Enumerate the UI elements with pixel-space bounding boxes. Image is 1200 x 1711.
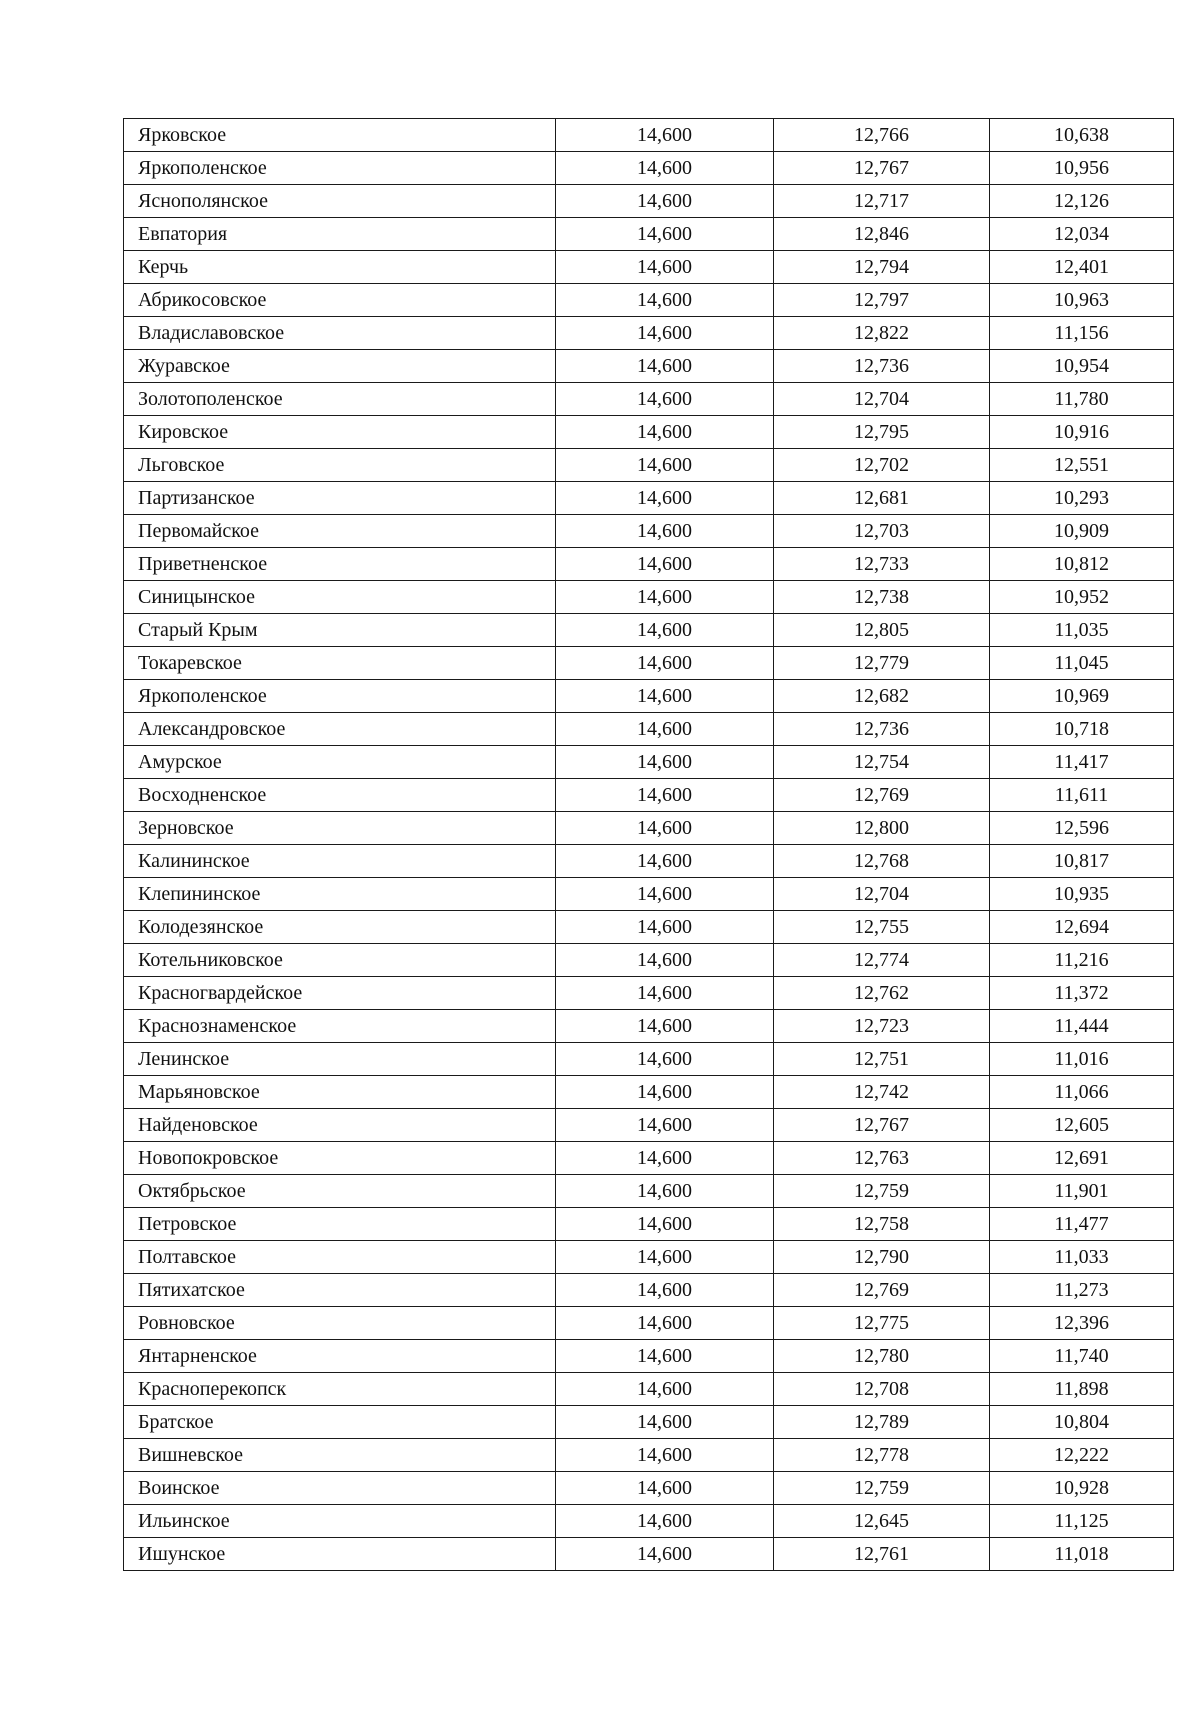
value-col-2-cell: 12,759 (774, 1175, 990, 1208)
table-row (124, 350, 1174, 383)
value-col-3-cell: 10,954 (990, 350, 1174, 383)
table-row (124, 515, 1174, 548)
settlement-name-cell: Найденовское (124, 1109, 556, 1142)
table-row (124, 482, 1174, 515)
value-col-2-cell: 12,780 (774, 1340, 990, 1373)
value-col-2-cell: 12,779 (774, 647, 990, 680)
value-col-2-cell: 12,742 (774, 1076, 990, 1109)
table-row (124, 614, 1174, 647)
settlement-name-cell: Октябрьское (124, 1175, 556, 1208)
table-row (124, 944, 1174, 977)
value-col-1-cell: 14,600 (556, 1109, 774, 1142)
value-col-2-cell: 12,800 (774, 812, 990, 845)
value-col-1-cell: 14,600 (556, 1043, 774, 1076)
value-col-2-cell: 12,682 (774, 680, 990, 713)
table-row (124, 911, 1174, 944)
value-col-1-cell: 14,600 (556, 1406, 774, 1439)
value-col-1-cell: 14,600 (556, 251, 774, 284)
settlement-name-cell: Ленинское (124, 1043, 556, 1076)
value-col-1-cell: 14,600 (556, 1142, 774, 1175)
settlement-name-cell: Воинское (124, 1472, 556, 1505)
value-col-1-cell: 14,600 (556, 185, 774, 218)
settlement-name-cell: Зерновское (124, 812, 556, 845)
settlement-name-cell: Синицынское (124, 581, 556, 614)
table-row (124, 812, 1174, 845)
table-row (124, 185, 1174, 218)
value-col-3-cell: 11,016 (990, 1043, 1174, 1076)
settlement-name-cell: Полтавское (124, 1241, 556, 1274)
value-col-2-cell: 12,778 (774, 1439, 990, 1472)
value-col-1-cell: 14,600 (556, 878, 774, 911)
value-col-3-cell: 10,804 (990, 1406, 1174, 1439)
value-col-3-cell: 11,780 (990, 383, 1174, 416)
value-col-1-cell: 14,600 (556, 548, 774, 581)
settlement-name-cell: Петровское (124, 1208, 556, 1241)
value-col-1-cell: 14,600 (556, 1241, 774, 1274)
value-col-2-cell: 12,769 (774, 1274, 990, 1307)
value-col-3-cell: 11,035 (990, 614, 1174, 647)
value-col-3-cell: 10,638 (990, 119, 1174, 152)
settlement-name-cell: Льговское (124, 449, 556, 482)
value-col-2-cell: 12,733 (774, 548, 990, 581)
table-row (124, 1538, 1174, 1571)
value-col-3-cell: 12,605 (990, 1109, 1174, 1142)
value-col-2-cell: 12,790 (774, 1241, 990, 1274)
value-col-2-cell: 12,769 (774, 779, 990, 812)
settlement-name-cell: Журавское (124, 350, 556, 383)
table-row (124, 713, 1174, 746)
value-col-2-cell: 12,681 (774, 482, 990, 515)
value-col-3-cell: 11,156 (990, 317, 1174, 350)
value-col-1-cell: 14,600 (556, 1373, 774, 1406)
value-col-3-cell: 11,417 (990, 746, 1174, 779)
value-col-3-cell: 10,928 (990, 1472, 1174, 1505)
table-row (124, 581, 1174, 614)
value-col-3-cell: 11,444 (990, 1010, 1174, 1043)
value-col-2-cell: 12,751 (774, 1043, 990, 1076)
value-col-1-cell: 14,600 (556, 515, 774, 548)
value-col-3-cell: 12,596 (990, 812, 1174, 845)
table-row (124, 1439, 1174, 1472)
value-col-1-cell: 14,600 (556, 1076, 774, 1109)
value-col-1-cell: 14,600 (556, 482, 774, 515)
settlement-name-cell: Владиславовское (124, 317, 556, 350)
settlement-values-table (123, 118, 1174, 1571)
table-row (124, 845, 1174, 878)
value-col-1-cell: 14,600 (556, 977, 774, 1010)
value-col-2-cell: 12,736 (774, 350, 990, 383)
table-row (124, 1076, 1174, 1109)
value-col-3-cell: 12,126 (990, 185, 1174, 218)
value-col-1-cell: 14,600 (556, 812, 774, 845)
settlement-name-cell: Котельниковское (124, 944, 556, 977)
value-col-1-cell: 14,600 (556, 1472, 774, 1505)
value-col-3-cell: 11,740 (990, 1340, 1174, 1373)
value-col-2-cell: 12,645 (774, 1505, 990, 1538)
value-col-3-cell: 12,401 (990, 251, 1174, 284)
table-row (124, 284, 1174, 317)
table-body (124, 119, 1174, 1571)
value-col-1-cell: 14,600 (556, 350, 774, 383)
settlement-name-cell: Братское (124, 1406, 556, 1439)
table-row (124, 746, 1174, 779)
table-row (124, 449, 1174, 482)
settlement-name-cell: Восходненское (124, 779, 556, 812)
value-col-3-cell: 12,222 (990, 1439, 1174, 1472)
table-row (124, 1274, 1174, 1307)
value-col-3-cell: 10,293 (990, 482, 1174, 515)
table-row (124, 119, 1174, 152)
table-row (124, 152, 1174, 185)
settlement-name-cell: Новопокровское (124, 1142, 556, 1175)
value-col-1-cell: 14,600 (556, 218, 774, 251)
value-col-3-cell: 11,018 (990, 1538, 1174, 1571)
table-row (124, 1505, 1174, 1538)
settlement-name-cell: Ровновское (124, 1307, 556, 1340)
table-row (124, 1208, 1174, 1241)
value-col-2-cell: 12,794 (774, 251, 990, 284)
settlement-name-cell: Кировское (124, 416, 556, 449)
value-col-2-cell: 12,703 (774, 515, 990, 548)
settlement-name-cell: Яркополенское (124, 152, 556, 185)
value-col-2-cell: 12,774 (774, 944, 990, 977)
table-row (124, 1010, 1174, 1043)
value-col-3-cell: 11,901 (990, 1175, 1174, 1208)
settlement-name-cell: Амурское (124, 746, 556, 779)
settlement-name-cell: Марьяновское (124, 1076, 556, 1109)
table-row (124, 383, 1174, 416)
value-col-1-cell: 14,600 (556, 449, 774, 482)
value-col-1-cell: 14,600 (556, 284, 774, 317)
table-row (124, 1406, 1174, 1439)
value-col-2-cell: 12,755 (774, 911, 990, 944)
value-col-3-cell: 12,034 (990, 218, 1174, 251)
value-col-1-cell: 14,600 (556, 1010, 774, 1043)
value-col-2-cell: 12,738 (774, 581, 990, 614)
value-col-1-cell: 14,600 (556, 1340, 774, 1373)
value-col-1-cell: 14,600 (556, 911, 774, 944)
value-col-1-cell: 14,600 (556, 581, 774, 614)
value-col-1-cell: 14,600 (556, 1538, 774, 1571)
value-col-2-cell: 12,846 (774, 218, 990, 251)
settlement-name-cell: Яркополенское (124, 680, 556, 713)
table-row (124, 1175, 1174, 1208)
settlement-name-cell: Александровское (124, 713, 556, 746)
value-col-3-cell: 11,611 (990, 779, 1174, 812)
value-col-2-cell: 12,768 (774, 845, 990, 878)
table-row (124, 1472, 1174, 1505)
settlement-name-cell: Янтарненское (124, 1340, 556, 1373)
settlement-name-cell: Приветненское (124, 548, 556, 581)
settlement-name-cell: Ишунское (124, 1538, 556, 1571)
table-row (124, 647, 1174, 680)
value-col-3-cell: 10,963 (990, 284, 1174, 317)
value-col-1-cell: 14,600 (556, 944, 774, 977)
settlement-name-cell: Вишневское (124, 1439, 556, 1472)
value-col-3-cell: 10,812 (990, 548, 1174, 581)
value-col-1-cell: 14,600 (556, 680, 774, 713)
value-col-3-cell: 10,956 (990, 152, 1174, 185)
settlement-name-cell: Ильинское (124, 1505, 556, 1538)
value-col-2-cell: 12,704 (774, 383, 990, 416)
value-col-1-cell: 14,600 (556, 1505, 774, 1538)
value-col-2-cell: 12,758 (774, 1208, 990, 1241)
value-col-3-cell: 11,477 (990, 1208, 1174, 1241)
value-col-1-cell: 14,600 (556, 1439, 774, 1472)
value-col-1-cell: 14,600 (556, 1208, 774, 1241)
table-row (124, 1307, 1174, 1340)
value-col-2-cell: 12,822 (774, 317, 990, 350)
value-col-2-cell: 12,797 (774, 284, 990, 317)
settlement-name-cell: Золотополенское (124, 383, 556, 416)
value-col-1-cell: 14,600 (556, 713, 774, 746)
value-col-2-cell: 12,759 (774, 1472, 990, 1505)
value-col-3-cell: 12,551 (990, 449, 1174, 482)
settlement-name-cell: Пятихатское (124, 1274, 556, 1307)
table-row (124, 1241, 1174, 1274)
settlement-name-cell: Старый Крым (124, 614, 556, 647)
table-row (124, 1142, 1174, 1175)
value-col-1-cell: 14,600 (556, 1307, 774, 1340)
value-col-2-cell: 12,763 (774, 1142, 990, 1175)
table-row (124, 977, 1174, 1010)
value-col-1-cell: 14,600 (556, 1274, 774, 1307)
value-col-1-cell: 14,600 (556, 383, 774, 416)
value-col-3-cell: 12,694 (990, 911, 1174, 944)
value-col-3-cell: 11,045 (990, 647, 1174, 680)
value-col-2-cell: 12,795 (774, 416, 990, 449)
value-col-1-cell: 14,600 (556, 152, 774, 185)
value-col-2-cell: 12,754 (774, 746, 990, 779)
value-col-3-cell: 11,033 (990, 1241, 1174, 1274)
value-col-2-cell: 12,767 (774, 152, 990, 185)
value-col-3-cell: 10,969 (990, 680, 1174, 713)
value-col-3-cell: 10,718 (990, 713, 1174, 746)
value-col-3-cell: 10,817 (990, 845, 1174, 878)
value-col-3-cell: 12,691 (990, 1142, 1174, 1175)
settlement-name-cell: Колодезянское (124, 911, 556, 944)
table-row (124, 1340, 1174, 1373)
value-col-2-cell: 12,766 (774, 119, 990, 152)
value-col-2-cell: 12,704 (774, 878, 990, 911)
value-col-2-cell: 12,708 (774, 1373, 990, 1406)
value-col-2-cell: 12,761 (774, 1538, 990, 1571)
value-col-1-cell: 14,600 (556, 845, 774, 878)
table-row (124, 680, 1174, 713)
table-row (124, 1109, 1174, 1142)
settlement-name-cell: Первомайское (124, 515, 556, 548)
value-col-2-cell: 12,717 (774, 185, 990, 218)
value-col-2-cell: 12,775 (774, 1307, 990, 1340)
table-row (124, 878, 1174, 911)
table-row (124, 317, 1174, 350)
value-col-1-cell: 14,600 (556, 416, 774, 449)
value-col-3-cell: 12,396 (990, 1307, 1174, 1340)
value-col-3-cell: 11,216 (990, 944, 1174, 977)
value-col-3-cell: 10,952 (990, 581, 1174, 614)
settlement-name-cell: Красногвардейское (124, 977, 556, 1010)
value-col-3-cell: 11,066 (990, 1076, 1174, 1109)
value-col-2-cell: 12,767 (774, 1109, 990, 1142)
value-col-3-cell: 11,372 (990, 977, 1174, 1010)
value-col-1-cell: 14,600 (556, 119, 774, 152)
value-col-3-cell: 11,273 (990, 1274, 1174, 1307)
settlement-name-cell: Партизанское (124, 482, 556, 515)
value-col-2-cell: 12,805 (774, 614, 990, 647)
value-col-3-cell: 10,935 (990, 878, 1174, 911)
settlement-name-cell: Яснополянское (124, 185, 556, 218)
value-col-3-cell: 10,916 (990, 416, 1174, 449)
table-row (124, 1043, 1174, 1076)
value-col-2-cell: 12,736 (774, 713, 990, 746)
value-col-3-cell: 11,898 (990, 1373, 1174, 1406)
settlement-name-cell: Керчь (124, 251, 556, 284)
value-col-2-cell: 12,762 (774, 977, 990, 1010)
settlement-name-cell: Ярковское (124, 119, 556, 152)
table-row (124, 1373, 1174, 1406)
value-col-1-cell: 14,600 (556, 614, 774, 647)
value-col-1-cell: 14,600 (556, 647, 774, 680)
table-row (124, 548, 1174, 581)
value-col-2-cell: 12,789 (774, 1406, 990, 1439)
table-row (124, 416, 1174, 449)
settlement-name-cell: Краснознаменское (124, 1010, 556, 1043)
value-col-1-cell: 14,600 (556, 779, 774, 812)
value-col-3-cell: 10,909 (990, 515, 1174, 548)
settlement-name-cell: Калининское (124, 845, 556, 878)
value-col-3-cell: 11,125 (990, 1505, 1174, 1538)
settlement-name-cell: Токаревское (124, 647, 556, 680)
value-col-2-cell: 12,723 (774, 1010, 990, 1043)
table-row (124, 218, 1174, 251)
table-row (124, 779, 1174, 812)
settlement-name-cell: Красноперекопск (124, 1373, 556, 1406)
settlement-name-cell: Клепининское (124, 878, 556, 911)
settlement-name-cell: Абрикосовское (124, 284, 556, 317)
table-row (124, 251, 1174, 284)
value-col-1-cell: 14,600 (556, 1175, 774, 1208)
value-col-1-cell: 14,600 (556, 317, 774, 350)
value-col-1-cell: 14,600 (556, 746, 774, 779)
settlement-name-cell: Евпатория (124, 218, 556, 251)
value-col-2-cell: 12,702 (774, 449, 990, 482)
